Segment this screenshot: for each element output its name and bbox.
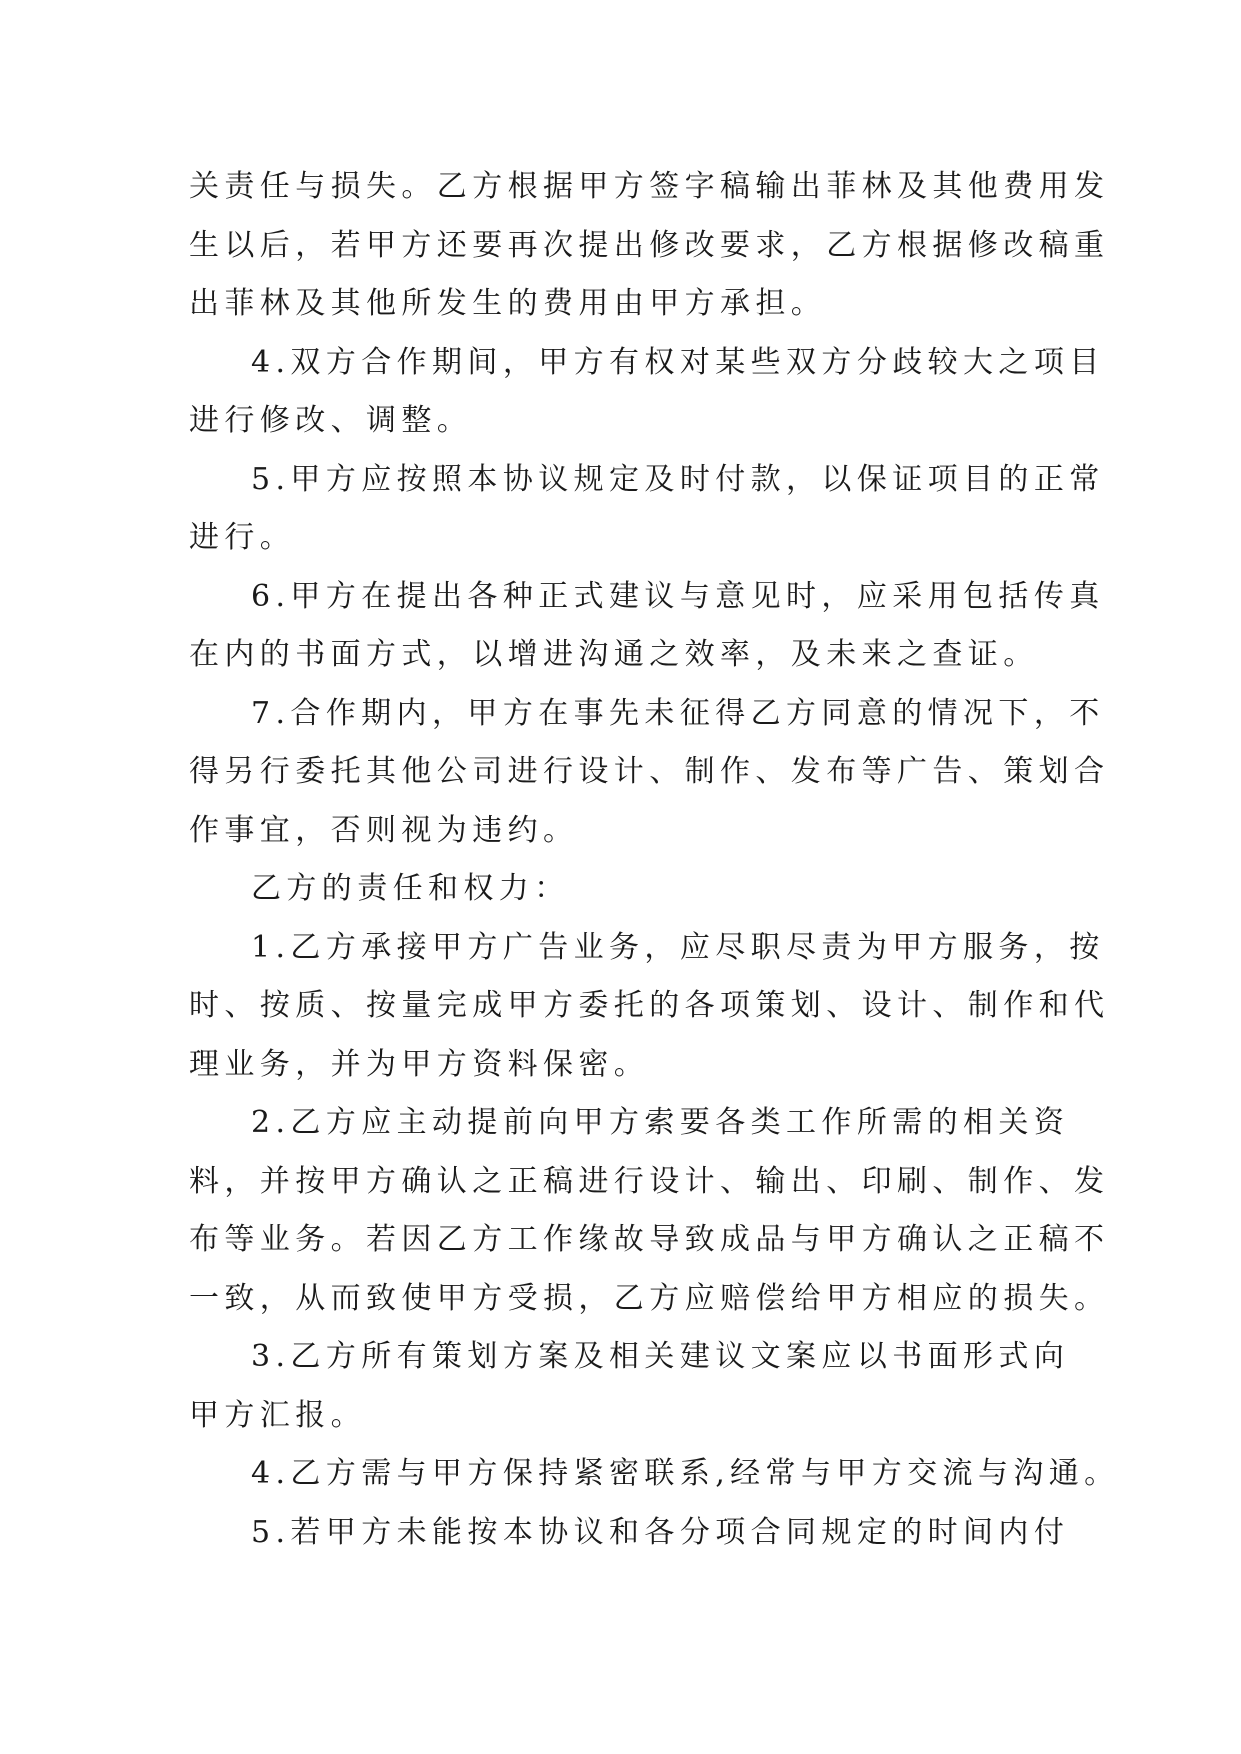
text-line: 关责任与损失。乙方根据甲方签字稿输出菲林及其他费用发 — [189, 169, 1110, 204]
text-line: 一致，从而致使甲方受损，乙方应赔偿给甲方相应的损失。 — [189, 1280, 1110, 1316]
text-line: 理业务，并为甲方资料保密。 — [189, 1046, 650, 1082]
text-line: 在内的书面方式，以增进沟通之效率，及未来之查证。 — [189, 637, 1039, 672]
text-line: 甲方汇报。 — [189, 1397, 366, 1433]
text-line: 料，并按甲方确认之正稿进行设计、输出、印刷、制作、发 — [189, 1163, 1110, 1199]
text-line: 1.乙方承接甲方广告业务，应尽职尽责为甲方服务，按 — [251, 929, 1105, 965]
text-line: 4.双方合作期间，甲方有权对某些双方分歧较大之项目 — [251, 344, 1105, 380]
text-line: 作事宜，否则视为违约。 — [189, 812, 579, 848]
text-line: 4.乙方需与甲方保持紧密联系,经常与甲方交流与沟通。 — [251, 1456, 1120, 1491]
text-line: 7.合作期内，甲方在事先未征得乙方同意的情况下，不 — [251, 695, 1105, 731]
text-line: 生以后，若甲方还要再次提出修改要求，乙方根据修改稿重 — [189, 227, 1110, 263]
text-line: 2.乙方应主动提前向甲方索要各类工作所需的相关资 — [251, 1105, 1070, 1140]
text-line: 6.甲方在提出各种正式建议与意见时，应采用包括传真 — [251, 578, 1105, 614]
document-body — [189, 158, 1120, 1562]
text-line: 乙方的责任和权力： — [251, 871, 570, 906]
text-line: 进行修改、调整。 — [189, 403, 473, 438]
text-line: 5.若甲方未能按本协议和各分项合同规定的时间内付 — [251, 1514, 1070, 1550]
text-line: 5.甲方应按照本协议规定及时付款，以保证项目的正常 — [251, 461, 1105, 497]
text-line: 得另行委托其他公司进行设计、制作、发布等广告、策划合 — [189, 754, 1110, 789]
text-line: 时、按质、按量完成甲方委托的各项策划、设计、制作和代 — [189, 988, 1110, 1023]
text-line: 出菲林及其他所发生的费用由甲方承担。 — [189, 286, 827, 321]
text-line: 进行。 — [189, 520, 296, 555]
text-line: 3.乙方所有策划方案及相关建议文案应以书面形式向 — [251, 1339, 1070, 1374]
text-line: 布等业务。若因乙方工作缘故导致成品与甲方确认之正稿不 — [189, 1222, 1110, 1257]
